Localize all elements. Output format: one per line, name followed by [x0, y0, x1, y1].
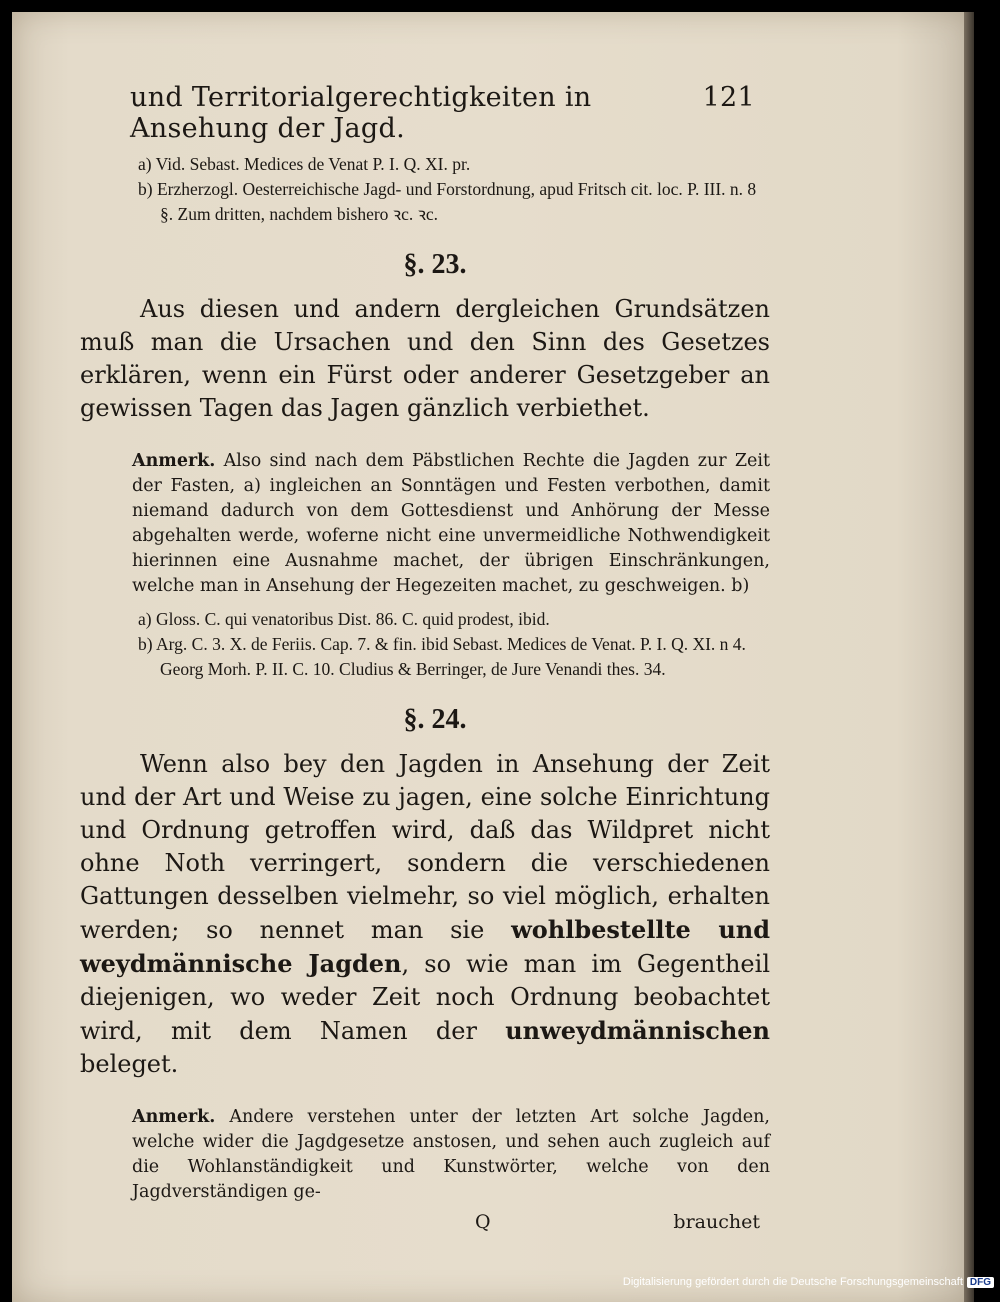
- section-23-note: [80, 449, 770, 599]
- footnote-text: Vid. Sebast. Medices de Venat P. I. Q. XI. pr.: [155, 154, 471, 174]
- paragraph-text: , so wie man im Gegentheil diejenigen, wo weder Zeit noch Ordnung beobachtet wird, mit dem Namen der: [80, 950, 770, 1045]
- page-spine-edge: [964, 12, 974, 1302]
- section-heading-23: §. 23.: [403, 249, 467, 280]
- paragraph-text: Wenn also bey den Jagden in Ansehung der Zeit und der Art und Weise zu jagen, eine solche Einrichtung und Ordnung getroffen wird, daß das Wildpret nicht ohne Noth verringert, sondern die verschiedenen Gattungen desselben vielmehr, so viel möglich, erhalten werden; so nennet man sie: [80, 750, 770, 944]
- paragraph-text: beleget.: [80, 1050, 179, 1078]
- page-content: [80, 82, 770, 1233]
- footnote-item: [100, 607, 770, 632]
- note-text: Andere verstehen unter der letzten Art solche Jagden, welche wider die Jagdgesetze anstosen, und sehen auch zugleich auf die Wohlanständigkeit und Kunstwörter, welche von den Jagdverständigen ge-: [132, 1107, 770, 1202]
- funding-text: Digitalisierung gefördert durch die Deutsche Forschungsgemeinschaft: [622, 1276, 963, 1288]
- section-23-footnotes: [80, 607, 770, 682]
- footnote-item: [100, 632, 770, 682]
- section-23-paragraph: Aus diesen und andern dergleichen Grundsätzen muß man die Ursachen und den Sinn des Gesetzes erklären, wenn ein Fürst oder anderer Gesetzgeber an gewissen Tagen das Jagen gänzlich verbiethet.: [80, 295, 770, 422]
- funding-note: [623, 1276, 994, 1288]
- emphasized-term: unweydmännischen: [505, 1016, 770, 1045]
- footnote-key: b): [138, 634, 153, 654]
- section-24-note: [80, 1105, 770, 1205]
- dfg-logo: DFG: [967, 1277, 994, 1288]
- footnote-key: a): [138, 154, 152, 174]
- signature-mark: Q: [475, 1211, 491, 1233]
- footnote-text: Arg. C. 3. X. de Feriis. Cap. 7. & fin. ibid Sebast. Medices de Venat. P. I. Q. XI. n 4. Georg Morh. P. II. C. 10. Cludius & Berringer, de Jure Venandi thes. 34.: [156, 634, 746, 679]
- catchline: [475, 1211, 760, 1233]
- footnote-text: Gloss. C. qui venatoribus Dist. 86. C. quid prodest, ibid.: [155, 609, 550, 629]
- footnotes-top: [80, 152, 770, 227]
- section-24-paragraph: [80, 748, 770, 1081]
- note-label: Anmerk.: [132, 1107, 216, 1127]
- section-heading-24: §. 24.: [403, 704, 467, 735]
- footnote-item: [100, 177, 770, 227]
- book-page: [12, 12, 974, 1302]
- page-number: 121: [702, 82, 755, 113]
- footnote-item: [100, 152, 770, 177]
- note-text: Also sind nach dem Päbstlichen Rechte die Jagden zur Zeit der Fasten, a) ingleichen an Sonntägen und Festen verbothen, damit niemand dadurch von dem Gottesdienst und Anhörung der Messe abgehalten werde, woferne nicht eine unvermeidliche Nothwendigkeit hierinnen eine Ausnahme machet, der übrigen Einschränkungen, welche man in Ansehung der Hegezeiten machet, zu geschweigen. b): [132, 451, 770, 596]
- footnote-key: b): [138, 179, 153, 199]
- catchword: brauchet: [673, 1211, 760, 1233]
- footnote-text: Erzherzogl. Oesterreichische Jagd- und Forstordnung, apud Fritsch cit. loc. P. III. n. 8 §. Zum dritten, nachdem bishero ꝛc. ꝛc.: [156, 179, 757, 224]
- footnote-key: a): [138, 609, 152, 629]
- running-head: [130, 82, 755, 144]
- note-label: Anmerk.: [132, 451, 216, 471]
- running-head-title: und Territorialgerechtigkeiten in Ansehung der Jagd.: [130, 82, 592, 144]
- emphasized-term: wohlbestellte und weydmännische Jagden: [80, 915, 770, 978]
